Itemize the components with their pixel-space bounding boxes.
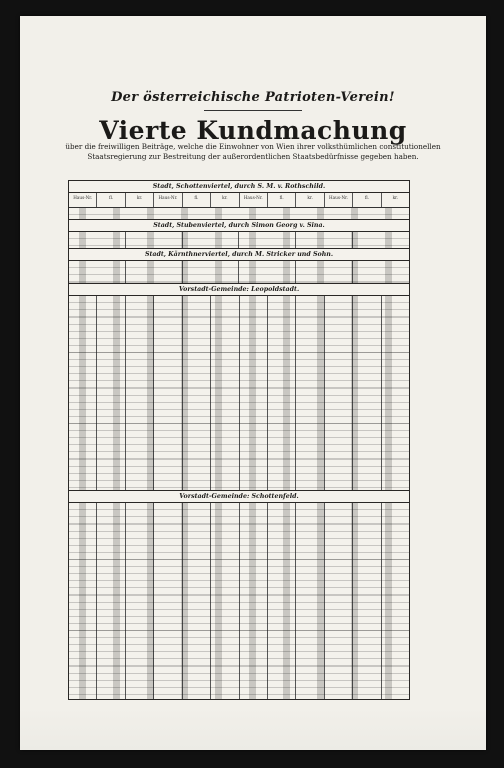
column-header: fl. bbox=[97, 193, 125, 207]
column-header: Haus-Nr. bbox=[69, 193, 97, 207]
section-title: Vorstadt-Gemeinde: Schottenfeld. bbox=[69, 491, 409, 503]
column-header: fl. bbox=[268, 193, 296, 207]
column-header: kr. bbox=[392, 195, 399, 200]
section-title: Stadt, Stubenviertel, durch Simon Georg v. Sina. bbox=[69, 220, 409, 232]
document-title: Vierte Kundmachung bbox=[99, 116, 407, 145]
table-figures bbox=[69, 261, 409, 283]
section-leopoldstadt bbox=[69, 284, 409, 491]
section-schottenviertel bbox=[69, 181, 409, 220]
document-description: über die freiwilligen Beiträge, welche die Einwohner von Wien ihrer volksthümlichen constitutionellen Staatsregierung zur Bestreitung der außerordentlichen Staatsbedürfnisse gegeben haben. bbox=[65, 142, 441, 161]
divider-rule bbox=[204, 110, 302, 111]
contributions-table bbox=[68, 180, 410, 700]
section-body bbox=[69, 261, 409, 283]
column-header: kr. bbox=[211, 193, 239, 207]
column-header-row bbox=[69, 193, 409, 208]
table-figures bbox=[69, 296, 409, 490]
column-header: kr. bbox=[296, 193, 324, 207]
section-title: Stadt, Schottenviertel, durch S. M. v. Rothschild. bbox=[69, 181, 409, 193]
section-body bbox=[69, 232, 409, 248]
section-stubenviertel bbox=[69, 220, 409, 249]
table-figures bbox=[69, 503, 409, 700]
society-name: Der österreichische Patrioten-Verein! bbox=[111, 90, 395, 105]
column-header: Haus-Nr. bbox=[240, 193, 268, 207]
section-body bbox=[69, 208, 409, 219]
page-bottom-margin bbox=[20, 706, 486, 750]
section-body bbox=[69, 503, 409, 700]
section-title: Vorstadt-Gemeinde: Leopoldstadt. bbox=[69, 284, 409, 296]
column-header: fl. bbox=[353, 193, 381, 207]
column-header: kr. bbox=[126, 193, 154, 207]
table-figures bbox=[69, 232, 409, 248]
table-figures bbox=[69, 208, 409, 219]
column-header: Haus-Nr. bbox=[154, 193, 182, 207]
section-title: Stadt, Kärnthnerviertel, durch M. Stricker und Sohn. bbox=[69, 249, 409, 261]
section-body bbox=[69, 296, 409, 490]
column-header: Haus-Nr. bbox=[325, 193, 353, 207]
section-kaernthnerviertel bbox=[69, 249, 409, 284]
document-page bbox=[20, 16, 486, 750]
section-schottenfeld bbox=[69, 491, 409, 700]
column-header: fl. bbox=[183, 193, 211, 207]
